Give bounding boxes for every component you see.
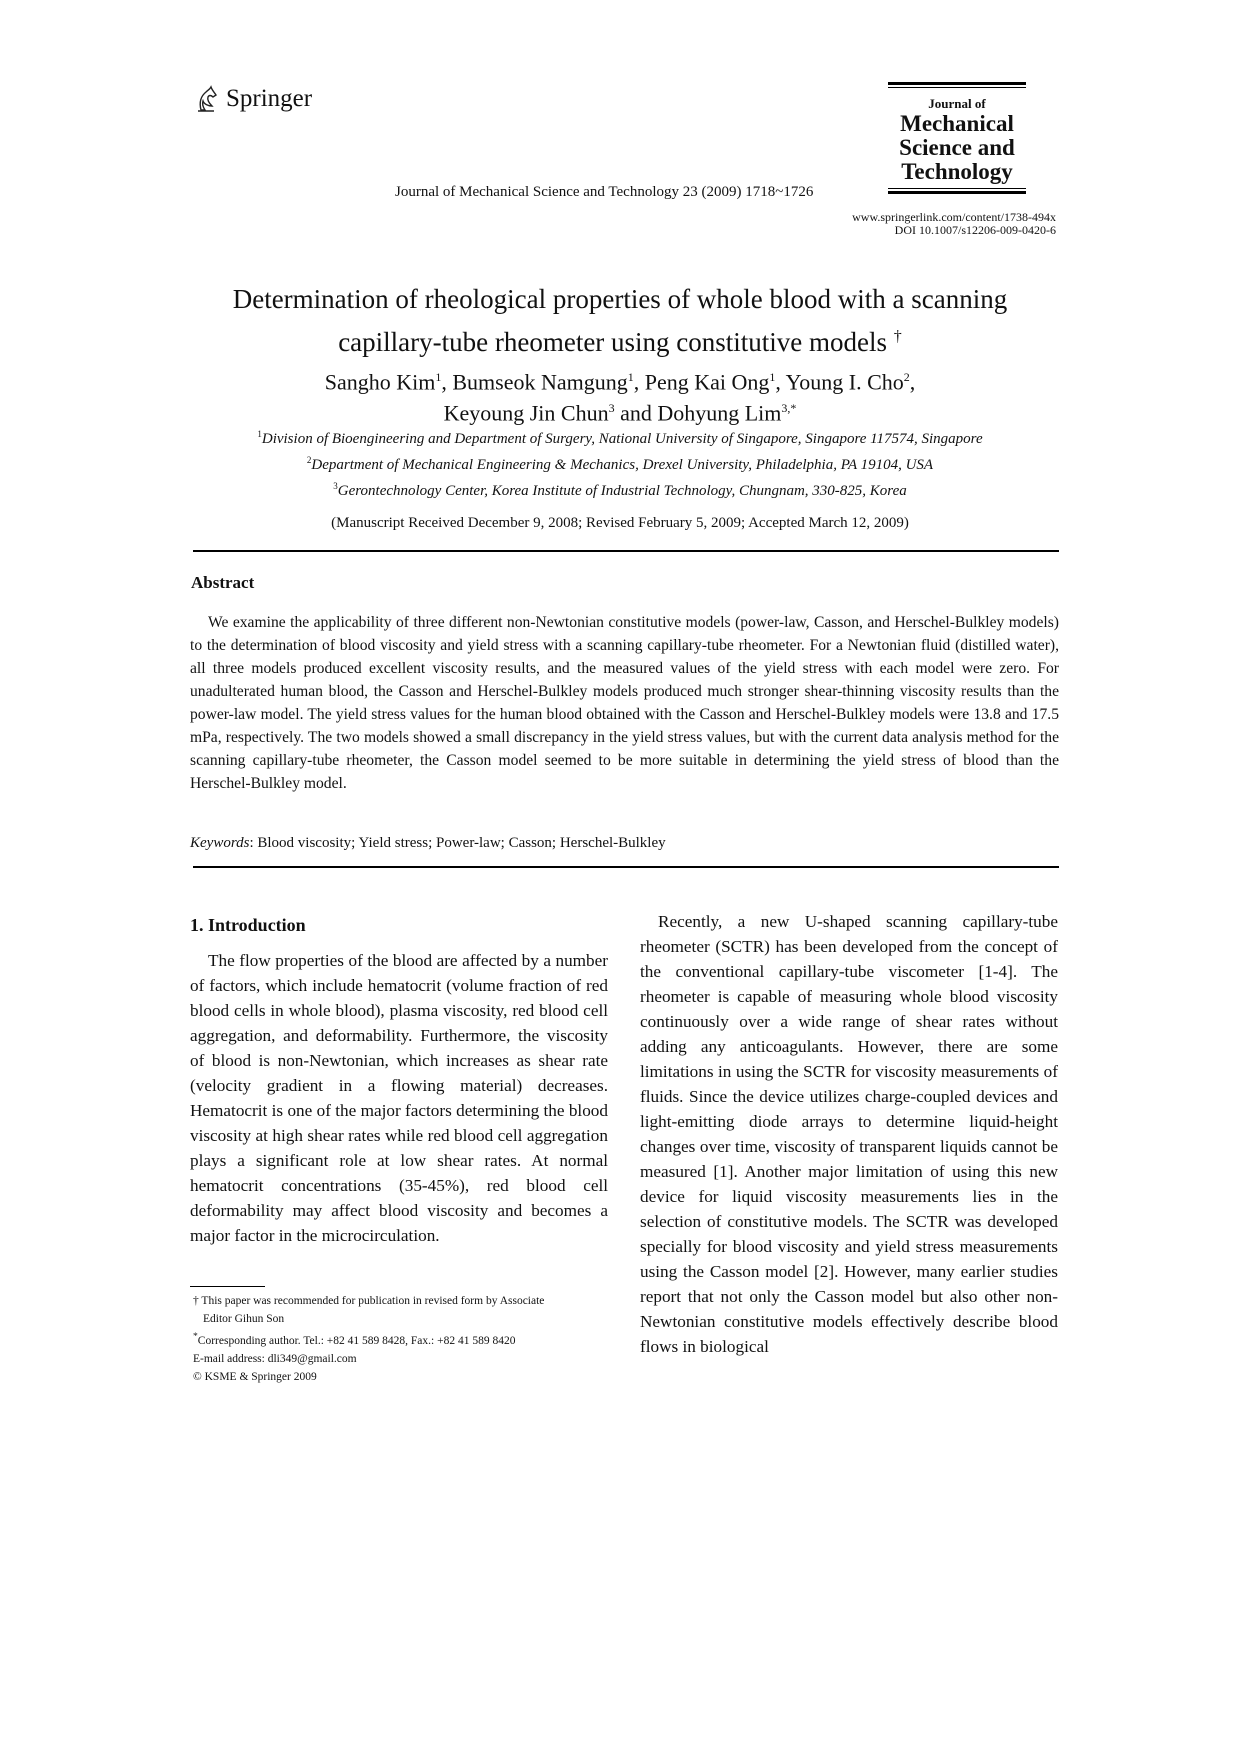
manuscript-dates: (Manuscript Received December 9, 2008; Revised February 5, 2009; Accepted March 12, 2009)	[331, 515, 909, 531]
affiliation-item: $^1$Division of Bioengineering and Department of Surgery, National University of Singapore, Singapore 117574, Singapore	[257, 429, 983, 447]
keywords	[190, 835, 666, 852]
intro-paragraph-1: The flow properties of the blood are affected by a number of factors, which include hematocrit (volume fraction of red blood cells in whole blood), plasma viscosity, red blood cell aggregation, and deformability. Furthermore, the viscosity of blood is non-Newtonian, which increases as shear rate (velocity gradient in a flowing material) decreases. Hematocrit is one of the major factors determining the blood viscosity at high shear rates while red blood cell aggregation plays a significant role at low shear rates. At normal hematocrit concentrations (35-45%), red blood cell deformability may affect blood viscosity and becomes a major factor in the microcirculation.	[190, 951, 608, 1245]
masthead-rule-bottom	[888, 191, 1026, 194]
author-name: Bumseok Namgung	[452, 369, 628, 395]
journal-citation: Journal of Mechanical Science and Technology 23 (2009) 1718~1726	[395, 184, 814, 200]
author-name: Young I. Cho	[785, 369, 904, 395]
journal-masthead	[888, 82, 1026, 194]
masthead-rule-bottom-thin	[888, 188, 1026, 189]
affiliation-item: $^2$Department of Mechanical Engineering & Mechanics, Drexel University, Philadelphia, PA 19104, USA	[306, 455, 934, 473]
author-name: Keyoung Jin Chun	[443, 400, 609, 426]
masthead-line-1: Mechanical	[900, 111, 1014, 136]
masthead-rule-top	[888, 82, 1026, 85]
affiliation-item: $^3$Gerontechnology Center, Korea Institute of Industrial Technology, Chungnam, 330-825, Korea	[333, 481, 907, 499]
divider-bottom	[193, 866, 1059, 868]
keywords-label: Keywords	[190, 835, 250, 851]
publisher-name: Springer	[226, 85, 313, 112]
article-links	[820, 211, 1056, 237]
section-heading-introduction: 1. Introduction	[190, 915, 306, 935]
footnote-rule	[190, 1286, 265, 1287]
author-line-2: Keyoung Jin Chun$^3$ and Dohyung Lim$^{3,*}$	[443, 400, 797, 426]
author-name: Sangho Kim	[324, 369, 436, 395]
footnote-copyright: © KSME & Springer 2009	[193, 1370, 317, 1383]
title-line-2: capillary-tube rheometer using constitutive models †	[338, 327, 902, 357]
springerlink-url[interactable]: www.springerlink.com/content/1738-494x	[852, 210, 1056, 224]
footnote-corresponding: *Corresponding author. Tel.: +82 41 589 8428, Fax.: +82 41 589 8420	[193, 1331, 516, 1347]
divider-top	[193, 550, 1059, 552]
masthead-line-3: Technology	[901, 159, 1013, 184]
abstract-body: We examine the applicability of three different non-Newtonian constitutive models (power-law, Casson, and Herschel-Bulkley models) to the determination of blood viscosity and yield stress with a scanning capillary-tube rheometer. For a Newtonian fluid (distilled water), all three models produced excellent viscosity results, and the measured values of the yield stress with each model were zero. For unadulterated human blood, the Casson and Herschel-Bulkley models produced much stronger shear-thinning viscosity results than the power-law model. The yield stress values for the human blood obtained with the Casson and Herschel-Bulkley models were 13.8 and 17.5 mPa, respectively. The two models showed a small discrepancy in the yield stress values, but with the current data analysis method for the scanning capillary-tube rheometer, the Casson model seemed to be more suitable in determining the yield stress of blood than the Herschel-Bulkley model.	[190, 614, 1059, 792]
springer-horse-icon	[192, 84, 220, 114]
left-column	[190, 915, 608, 1248]
footnote-email: E-mail address: dli349@gmail.com	[193, 1352, 357, 1365]
keywords-text: : Blood viscosity; Yield stress; Power-law; Casson; Herschel-Bulkley	[249, 835, 666, 851]
affiliations	[120, 424, 1120, 502]
author-list	[140, 364, 1100, 427]
author-name: Peng Kai Ong	[644, 369, 770, 395]
masthead-line-2: Science and	[899, 135, 1015, 160]
paper-title	[140, 281, 1100, 361]
title-dagger: †	[893, 328, 902, 345]
right-column	[640, 909, 1058, 1359]
footnote-dagger-cont: Editor Gihun Son	[203, 1313, 285, 1325]
title-line-1: Determination of rheological properties of whole blood with a scanning	[232, 284, 1008, 314]
doi: DOI 10.1007/s12206-009-0420-6	[894, 223, 1056, 237]
intro-paragraph-2: Recently, a new U-shaped scanning capillary-tube rheometer (SCTR) has been developed from the concept of the conventional capillary-tube viscometer [1-4]. The rheometer is capable of measuring whole blood viscosity continuously over a wide range of shear rates without adding any anticoagulants. However, there are some limitations in using the SCTR for viscosity measurements of fluids. Since the device utilizes charge-coupled devices and light-emitting diode arrays to determine liquid-height changes over time, viscosity of transparent liquids cannot be measured [1]. Another major limitation of using this new device for liquid viscosity measurements lies in the selection of constitutive models. The SCTR was developed specially for blood viscosity and yield stress measurements using the Casson model [2]. However, many earlier studies report that not only the Casson model but also other non-Newtonian constitutive models effectively describe blood flows in biological	[640, 912, 1058, 1356]
masthead-journal-of: Journal of	[928, 96, 986, 111]
springer-logo	[192, 84, 312, 114]
author-line-1: Sangho Kim$^1$, Bumseok Namgung$^1$, Peng Kai Ong$^1$, Young I. Cho$^2$,	[324, 369, 916, 395]
footnote-dagger: † This paper was recommended for publication in revised form by Associate	[193, 1295, 545, 1307]
author-name: Dohyung Lim	[657, 400, 782, 426]
abstract-heading: Abstract	[191, 573, 255, 592]
footnotes	[193, 1292, 613, 1386]
masthead-rule-top-thin	[888, 87, 1026, 88]
